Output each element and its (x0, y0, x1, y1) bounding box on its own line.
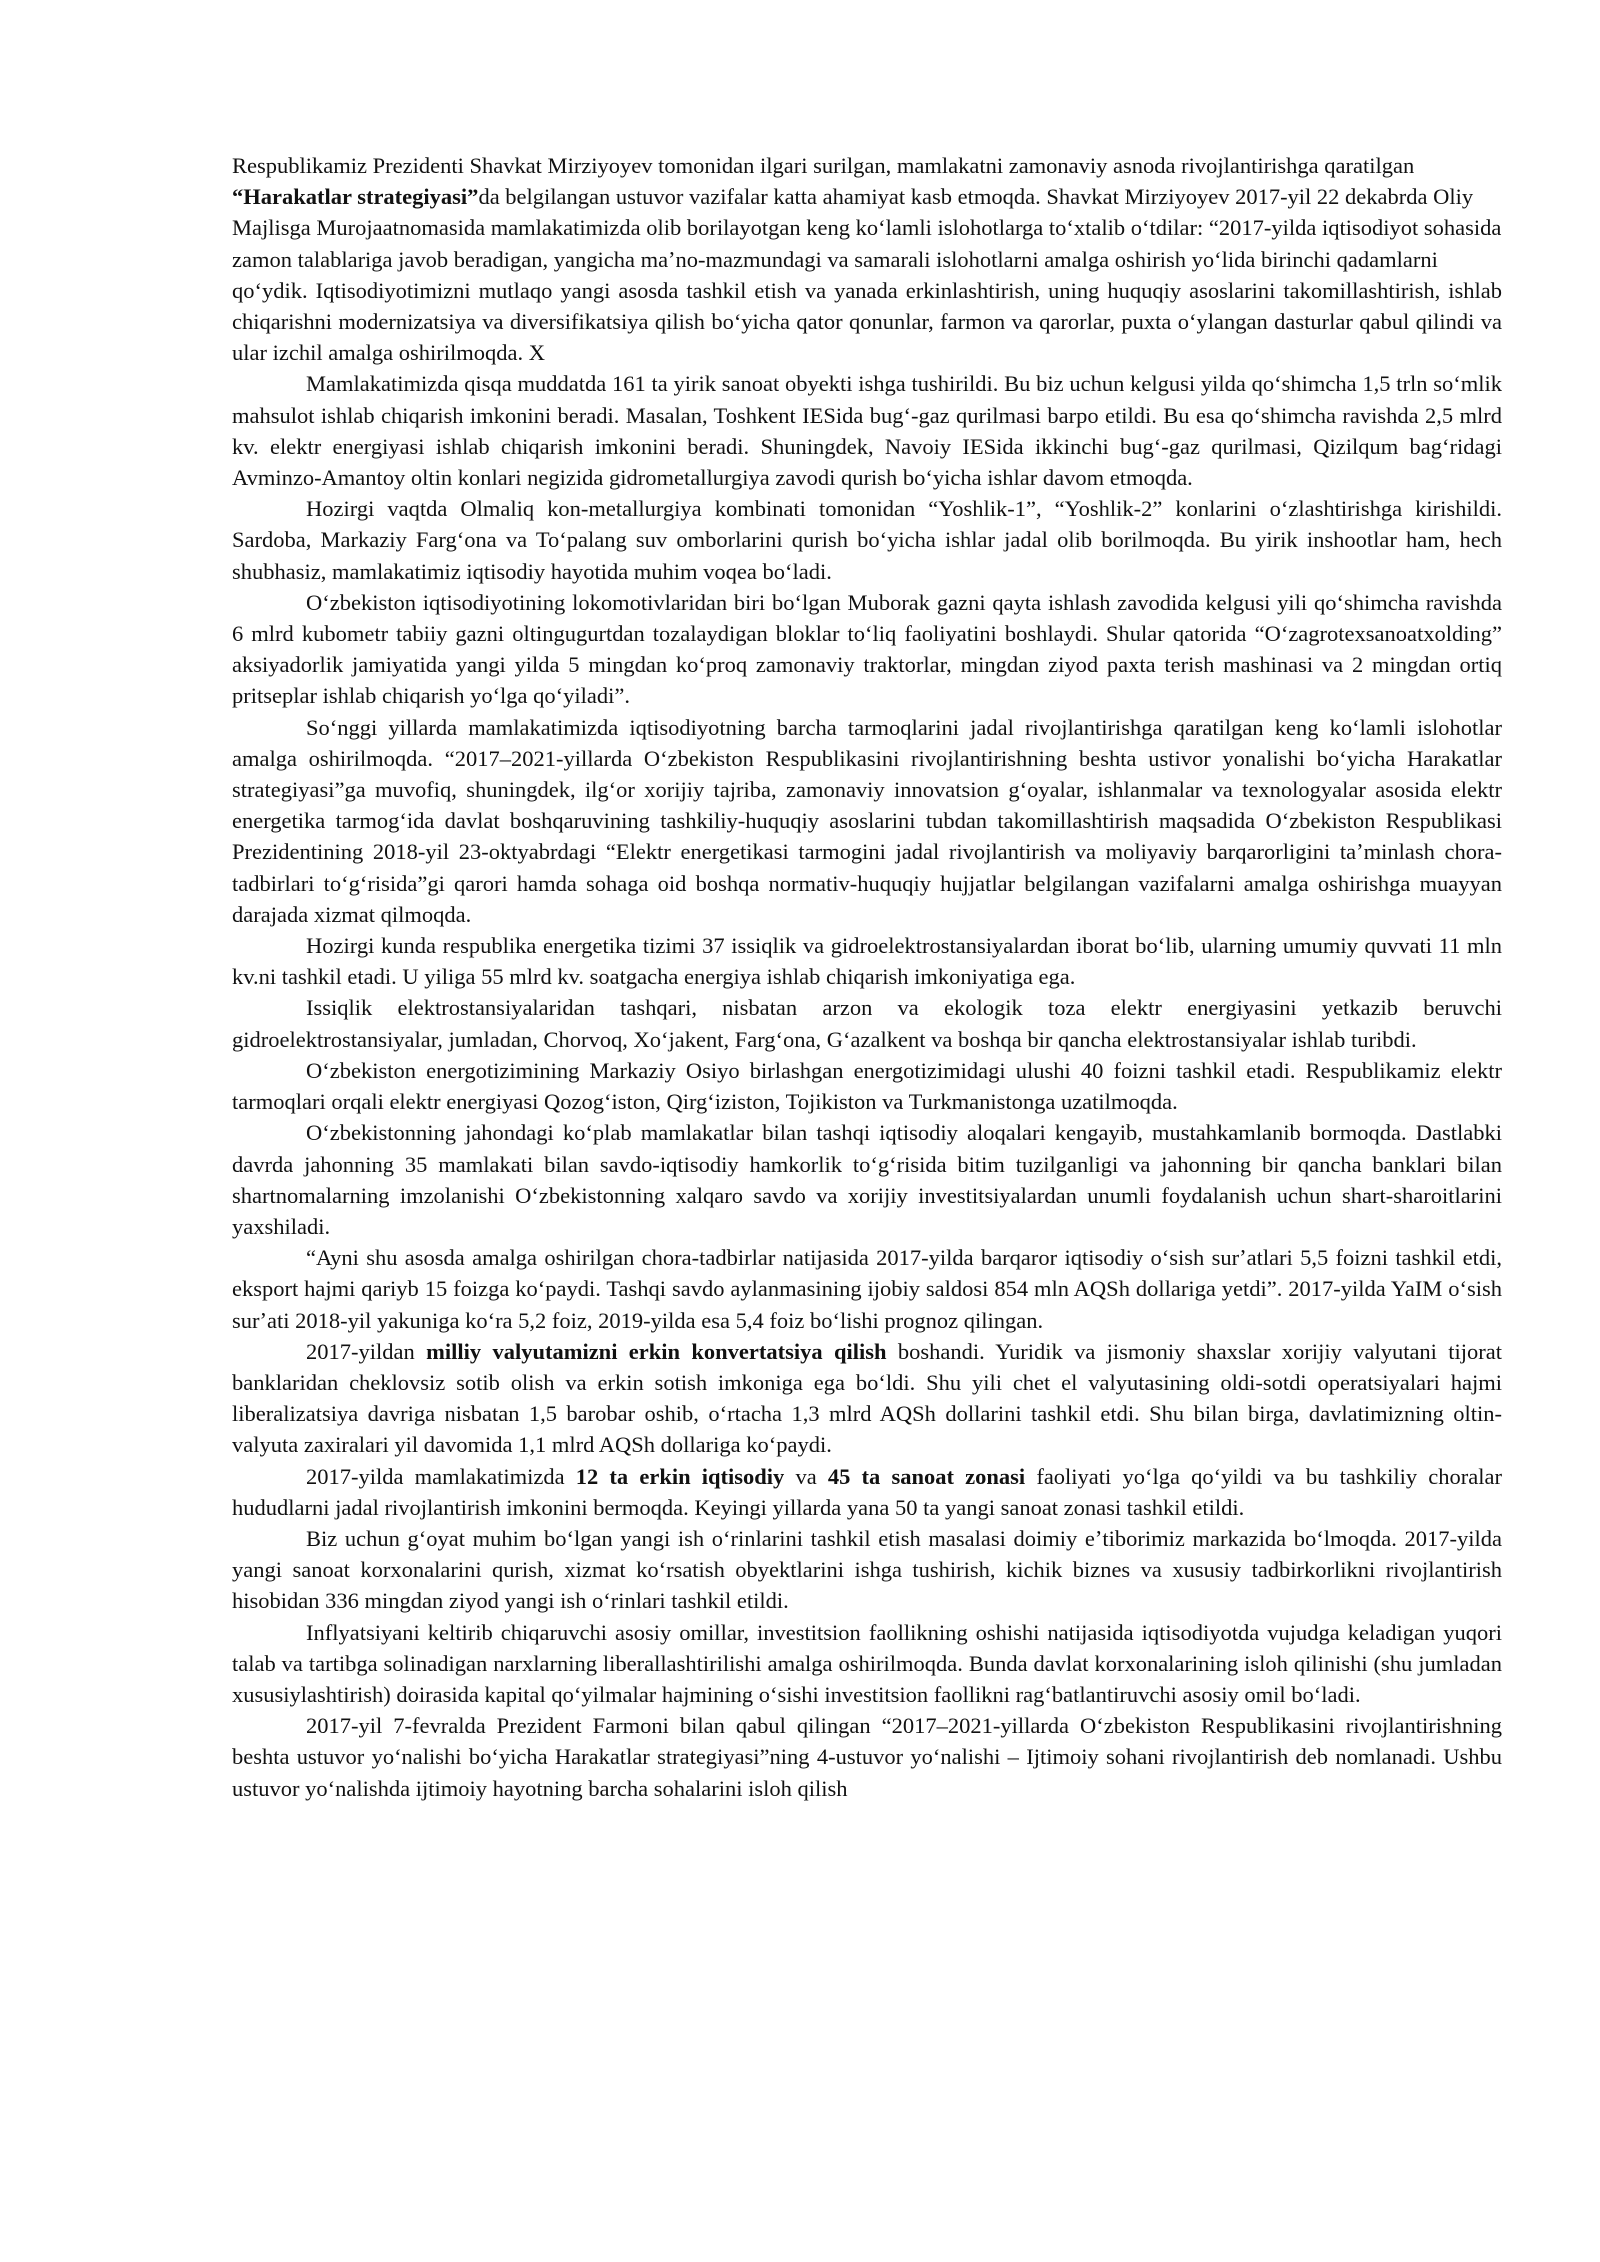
paragraph-12 (232, 1461, 1502, 1523)
paragraph-13: Biz uchun gʻoyat muhim boʻlgan yangi ish oʻrinlarini tashkil etish masalasi doimiy eʼtiborimiz markazida boʻlmoqda. 2017-yilda yangi sanoat korxonalarini qurish, xizmat koʻrsatish obyektlarini ishga tushirish, kichik biznes va xususiy tadbirkorlikni rivojlantirish hisobidan 336 mingdan ziyod yangi ish oʻrinlari tashkil etildi. (232, 1525, 1502, 1614)
paragraph-14: Inflyatsiyani keltirib chiqaruvchi asosiy omillar, investitsion faollikning oshishi natijasida iqtisodiyotda vujudga keladigan yuqori talab va tartibga solinadigan narxlarning liberallashtirilishi amalga oshirilmoqda. Bunda davlat korxonalarining isloh qilinishi (shu jumladan xususiylashtirish) doirasida kapital qoʻyilmalar hajmining oʻsishi investitsion faollikni ragʻbatlantiruvchi asosiy omil boʻladi. (232, 1619, 1502, 1707)
paragraph-9: Oʻzbekistonning jahondagi koʻplab mamlakatlar bilan tashqi iqtisodiy aloqalari kengayib, mustahkamlanib bormoqda. Dastlabki davrda jahonning 35 mamlakati bilan savdo-iqtisodiy hamkorlik toʻgʻrisida bitim tuzilganligi va jahonning bir qancha banklari bilan shartnomalarning imzolanishi Oʻzbekistonning xalqaro savdo va xorijiy investitsiyalardan unumli foydalanish uchun shart-sharoitlarini yaxshiladi. (232, 1120, 1502, 1239)
paragraph-11-text-a: 2017-yildan (306, 1338, 427, 1364)
paragraph-11-bold: milliy valyutamizni erkin konvertatsiya qilish (426, 1338, 887, 1364)
paragraph-1-continued: qoʻydik. Iqtisodiyotimizni mutlaqo yangi asosda tashkil etish va yanada erkinlashtirish, uning huquqiy asoslarini takomillashtirish, ishlab chiqarishni modernizatsiya va diversifikatsiya qilish boʻyicha qator qonunlar, farmon va qarorlar, puxta oʻylangan dasturlar qabul qilindi va ular izchil amalga oshirilmoqda. X (232, 277, 1502, 366)
paragraph-1-text-b: da belgilangan ustuvor vazifalar katta ahamiyat kasb etmoqda. Shavkat Mirziyoyev 2017-yil 22 dekabrda Oliy Majlisga Murojaatnomasida mamlakatimizda olib borilayotgan keng koʻlamli islohotlarga toʻxtalib oʻtdilar: “2017-yilda iqtisodiyot sohasida zamon talablariga javob beradigan, yangicha maʼno-mazmundagi va samarali islohotlarni amalga oshirish yoʻlida birinchi qadamlarni (232, 184, 1502, 272)
paragraph-15: 2017-yil 7-fevralda Prezident Farmoni bilan qabul qilingan “2017–2021-yillarda Oʻzbekiston Respublikasini rivojlantirishning beshta ustuvor yoʻnalishi boʻyicha Harakatlar strategiyasi”ning 4-ustuvor yoʻnalishi – Ijtimoiy sohani rivojlantirish deb nomlanadi. Ushbu ustuvor yoʻnalishda ijtimoiy hayotning barcha sohalarini isloh qilish (232, 1713, 1502, 1801)
paragraph-12-text-a: 2017-yilda mamlakatimizda (306, 1463, 576, 1489)
paragraph-11 (232, 1336, 1502, 1461)
paragraph-12-text-c: faoliyati yoʻlga qoʻyildi va bu tashkiliy choralar hududlarni jadal rivojlantirish imkonini bermoqda. Keyingi yillarda yana 50 ta yangi sanoat zonasi tashkil etildi. (232, 1463, 1502, 1520)
paragraph-12-text-b: va (784, 1463, 828, 1489)
paragraph-12-bold-2: 45 ta sanoat zonasi (827, 1463, 1026, 1489)
paragraph-1-text-a: Respublikamiz Prezidenti Shavkat Mirziyoyev tomonidan ilgari surilgan, mamlakatni zamonaviy asnoda rivojlantirishga qaratilgan (232, 153, 1415, 178)
document-page (232, 150, 1502, 1804)
paragraph-5: Soʻnggi yillarda mamlakatimizda iqtisodiyotning barcha tarmoqlarini jadal rivojlantirishga qaratilgan keng koʻlamli islohotlar amalga oshirilmoqda. “2017–2021-yillarda Oʻzbekiston Respublikasini rivojlantirishning beshta ustivor yonalishi boʻyicha Harakatlar strategiyasi”ga muvofiq, shuningdek, ilgʻor xorijiy tajriba, zamonaviy innovatsion gʻoyalar, ishlanmalar va texnologyalar asosida elektr energetika tarmogʻida davlat boshqaruvining tashkiliy-huquqiy asoslarini tubdan takomillashtirish maqsadida Oʻzbekiston Respublikasi Prezidentining 2018-yil 23-oktyabrdagi “Elektr energetikasi tarmogini jadal rivojlantirish va moliyaviy barqarorligini taʼminlash chora-tadbirlari toʻgʻrisida”gi qarori hamda sohaga oid boshqa normativ-huquqiy hujjatlar belgilangan vazifalarni amalga oshirishga muayyan darajada xizmat qilmoqda. (232, 714, 1502, 927)
paragraph-6: Hozirgi kunda respublika energetika tizimi 37 issiqlik va gidroelektrostansiyalardan iborat boʻlib, ularning umumiy quvvati 11 mln kv.ni tashkil etadi. U yiliga 55 mlrd kv. soatgacha energiya ishlab chiqarish imkoniyatiga ega. (232, 933, 1502, 990)
paragraph-4: Oʻzbekiston iqtisodiyotining lokomotivlaridan biri boʻlgan Muborak gazni qayta ishlash zavodida kelgusi yili qoʻshimcha ravishda 6 mlrd kubometr tabiiy gazni oltingugurtdan tozalaydigan bloklar toʻliq faoliyatini boshlaydi. Shular qatorida “Oʻzagrotexsanoatxolding” aksiyadorlik jamiyatida yangi yilda 5 mingdan koʻproq zamonaviy traktorlar, mingdan ziyod paxta terish mashinasi va 2 mingdan ortiq pritseplar ishlab chiqarish yoʻlga qoʻyiladi”. (232, 589, 1502, 709)
paragraph-1 (232, 150, 1502, 275)
paragraph-10: “Ayni shu asosda amalga oshirilgan chora-tadbirlar natijasida 2017-yilda barqaror iqtisodiy oʻsish surʼatlari 5,5 foizni tashkil etdi, eksport hajmi qariyb 15 foizga koʻpaydi. Tashqi savdo aylanmasining ijobiy saldosi 854 mln AQSh dollariga yetdi”. 2017-yilda YaIM oʻsish surʼati 2018-yil yakuniga koʻra 5,2 foiz, 2019-yilda esa 5,4 foiz boʻlishi prognoz qilingan. (232, 1245, 1502, 1333)
paragraph-3: Hozirgi vaqtda Olmaliq kon-metallurgiya kombinati tomonidan “Yoshlik-1”, “Yoshlik-2” konlarini oʻzlashtirishga kirishildi. Sardoba, Markaziy Fargʻona va Toʻpalang suv omborlarini qurish boʻyicha ishlar jadal olib borilmoqda. Bu yirik inshootlar ham, hech shubhasiz, mamlakatimiz iqtisodiy hayotida muhim voqea boʻladi. (232, 496, 1502, 584)
paragraph-12-bold-1: 12 ta erkin iqtisodiy (575, 1463, 785, 1489)
paragraph-11-text-b: boshandi. Yuridik va jismoniy shaxslar xorijiy valyutani tijorat banklaridan cheklovsiz sotib olish va erkin sotish imkoniga ega boʻldi. Shu yili chet el valyutasining oldi-sotdi operatsiyalari hajmi liberalizatsiya davriga nisbatan 1,5 barobar oshib, oʻrtacha 1,3 mlrd AQSh dollarini tashkil etdi. Shu bilan birga, davlatimizning oltin-valyuta zaxiralari yil davomida 1,1 mlrd AQSh dollariga koʻpaydi. (232, 1338, 1503, 1458)
paragraph-2: Mamlakatimizda qisqa muddatda 161 ta yirik sanoat obyekti ishga tushirildi. Bu biz uchun kelgusi yilda qoʻshimcha 1,5 trln soʻmlik mahsulot ishlab chiqarish imkonini beradi. Masalan, Toshkent IESida bugʻ-gaz qurilmasi barpo etildi. Bu esa qoʻshimcha ravishda 2,5 mlrd kv. elektr energiyasi ishlab chiqarish imkonini beradi. Shuningdek, Navoiy IESida ikkinchi bugʻ-gaz qurilmasi, Qizilqum bagʻridagi Avminzo-Amantoy oltin konlari negizida gidrometallurgiya zavodi qurish boʻyicha ishlar davom etmoqda. (232, 371, 1502, 491)
paragraph-1-bold: “Harakatlar strategiyasi” (232, 184, 479, 210)
paragraph-7: Issiqlik elektrostansiyalaridan tashqari, nisbatan arzon va ekologik toza elektr energiyasini yetkazib beruvchi gidroelektrostansiyalar, jumladan, Chorvoq, Xoʻjakent, Fargʻona, Gʻazalkent va boshqa bir qancha elektrostansiyalar ishlab turibdi. (232, 995, 1502, 1052)
paragraph-8: Oʻzbekiston energotizimining Markaziy Osiyo birlashgan energotizimidagi ulushi 40 foizni tashkil etadi. Respublikamiz elektr tarmoqlari orqali elektr energiyasi Qozogʻiston, Qirgʻiziston, Tojikiston va Turkmanistonga uzatilmoqda. (232, 1057, 1502, 1115)
